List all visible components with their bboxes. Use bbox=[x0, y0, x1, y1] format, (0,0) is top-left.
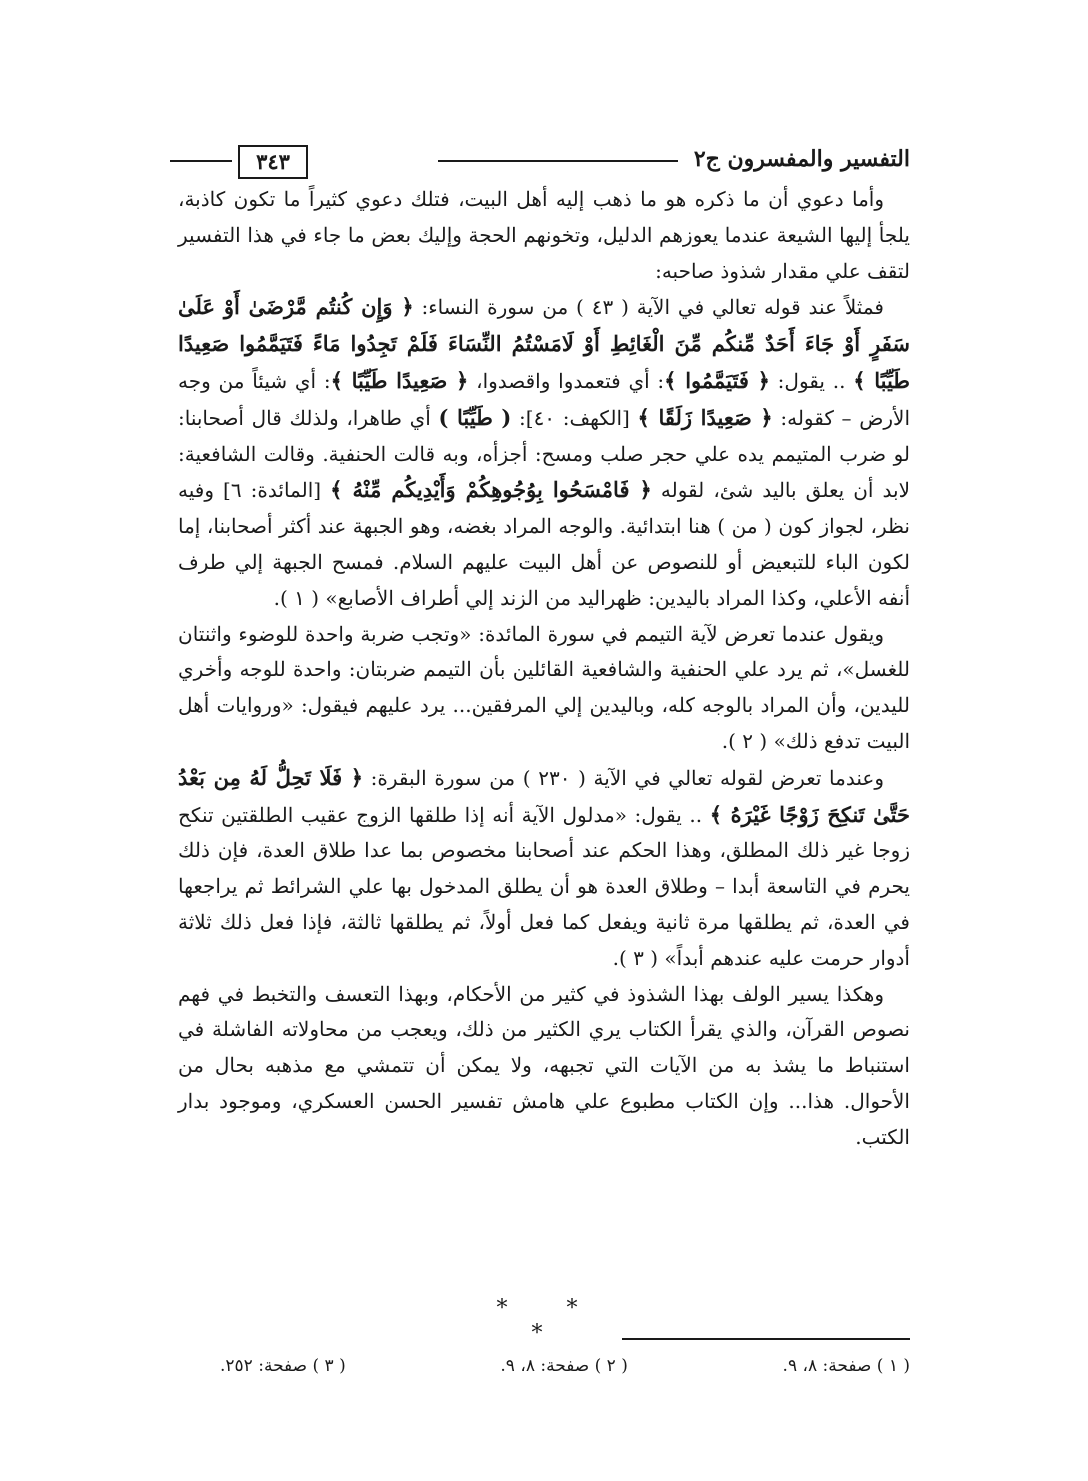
paragraph-text: [المائدة: ٦] وفيه نظر، لجواز كون ( من ) هنا ابتدائية. والوجه المراد بغضه، وهو الجبهة عند أكثر أصحابنا، إما لكون الباء للتبعيض أو للنصوص عن أهل البيت عليهم السلام. فمسح الجبهة إلي طرف أنفه الأعلي، وكذا المراد باليدين: ظهراليد من الزند إلي أطراف الأصابع» ( ١ ). bbox=[178, 478, 910, 610]
header-rule-right bbox=[438, 160, 678, 162]
paragraph-text: ويقول عندما تعرض لآية التيمم في سورة المائدة: «وتجب ضربة واحدة للوضوء واثنتان للغسل»، ثم يرد علي الحنفية والشافعية القائلين بأن التيمم ضربتان: واحدة للوجه وأخري لليدين، وأن المراد بالوجه كله، وباليدين إلي المرفقين... يرد عليهم فيقول: «وروايات أهل البيت تدفع ذلك» ( ٢ ). bbox=[178, 621, 910, 753]
footnotes bbox=[220, 1356, 910, 1376]
quran-quote: ﴿ صَعِيدًا طَيِّبًا ﴾ bbox=[330, 367, 469, 393]
quran-quote: ﴿ صَعِيدًا زَلَقًا ﴾ bbox=[637, 404, 773, 430]
quran-quote: ﴿ فَامْسَحُوا بِوُجُوهِكُمْ وَأَيْدِيكُم مِّنْهُ ﴾ bbox=[330, 477, 652, 503]
section-separator: * * * bbox=[496, 1296, 604, 1346]
paragraph-text: : أي شيئاً من وجه الأرض – كقوله: bbox=[178, 368, 911, 430]
quran-quote: ﴿ فَلَا تَحِلُّ لَهُ مِن بَعْدُ حَتَّىٰ تَنكِحَ زَوْجًا غَيْرَهُ ﴾ bbox=[178, 764, 911, 827]
body-text bbox=[178, 182, 910, 1156]
quran-quote: ﴿ فَتَيَمَّمُوا ﴾ bbox=[664, 367, 770, 393]
paragraph bbox=[178, 617, 910, 760]
footnote-1: ( ١ ) صفحة: ٨، ٩. bbox=[782, 1356, 910, 1376]
page-number: ٣٤٣ bbox=[238, 145, 308, 179]
paragraph-text: أي طاهرا، ولذلك قال أصحابنا: لو ضرب المتيمم يده علي حجر صلب ومسح: أجزأه، وبه قالت الحنفية. وقالت الشافعية: لابد أن يعلق باليد شئ، لقوله bbox=[178, 405, 911, 503]
paragraph-text: : أي فتعمدوا واقصدوا، bbox=[468, 368, 665, 393]
paragraph bbox=[178, 977, 910, 1156]
quran-quote: ﴿ وَإِن كُنتُم مَّرْضَىٰ أَوْ عَلَىٰ سَفَرٍ أَوْ جَاءَ أَحَدٌ مِّنكُم مِّنَ الْغَائِطِ أَوْ لَامَسْتُمُ النِّسَاءَ فَلَمْ تَجِدُوا مَاءً فَتَيَمَّمُوا صَعِيدًا طَيِّبًا ﴾ bbox=[178, 294, 911, 393]
page-header bbox=[170, 140, 910, 180]
paragraph bbox=[178, 182, 910, 289]
paragraph-text: وهكذا يسير الولف بهذا الشذوذ في كثير من الأحكام، وبهذا التعسف والتخبط في فهم نصوص القرآن، والذي يقرأ الكتاب يري الكثير من ذلك، ويعجب من محاولاته الفاشلة في استنباط ما يشذ به من الآيات التي تجبهه، ولا يمكن أن تتمشي مع مذهبه بحال من الأحوال. هذا... وإن الكتاب مطبوع علي هامش تفسير الحسن العسكري، وموجود بدار الكتب. bbox=[178, 981, 910, 1149]
paragraph bbox=[178, 760, 910, 977]
paragraph-text: وعندما تعرض لقوله تعالي في الآية ( ٢٣٠ ) من سورة البقرة: bbox=[363, 765, 884, 790]
footnote-3: ( ٣ ) صفحة: ٢٥٢. bbox=[220, 1356, 346, 1376]
paragraph-text: فمثلاً عند قوله تعالي في الآية ( ٤٣ ) من سورة النساء: bbox=[413, 295, 884, 320]
paragraph-text: [الكهف: ٤٠]: bbox=[511, 405, 638, 430]
header-rule-left bbox=[170, 160, 232, 162]
paragraph bbox=[178, 289, 910, 616]
paragraph-text: .. يقول: bbox=[769, 368, 854, 393]
quran-quote: ( طَيِّبًا ) bbox=[438, 404, 512, 430]
running-title: التفسير والمفسرون ج٢ bbox=[693, 146, 910, 172]
footnote-rule bbox=[622, 1338, 910, 1340]
paragraph-text: .. يقول: «مدلول الآية أنه إذا طلقها الزوج عقيب الطلقتين تنكح زوجا غير ذلك المطلق، وهذا الحكم عند أصحابنا مخصوص بما عدا طلاق العدة، فإن ذلك يحرم في التاسعة أبدا – وطلاق العدة هو أن يطلق المدخول بها علي الشرائط ثم يراجعها في العدة، ثم يطلقها مرة ثانية ويفعل كما فعل أولاً، ثم يطلقها ثالثة، فإذا فعل ذلك ثلاثة أدوار حرمت عليه عندهم أبداً» ( ٣ ). bbox=[178, 802, 910, 970]
paragraph-text: وأما دعوي أن ما ذكره هو ما ذهب إليه أهل البيت، فتلك دعوي كثيراً ما تكون كاذبة، يلجأ إليها الشيعة عندما يعوزهم الدليل، وتخونهم الحجة وإليك بعض ما جاء في هذا التفسير لتقف علي مقدار شذوذ صاحبه: bbox=[178, 187, 910, 283]
footnote-2: ( ٢ ) صفحة: ٨، ٩. bbox=[500, 1356, 628, 1376]
